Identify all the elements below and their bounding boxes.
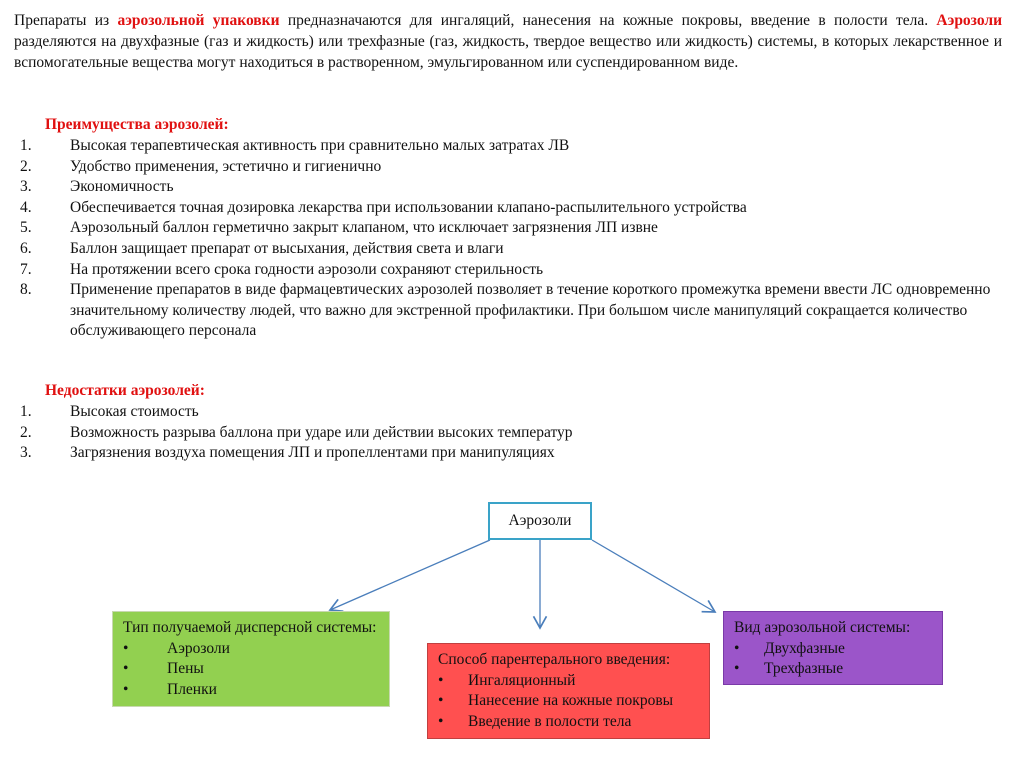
item-number: 5.: [20, 219, 32, 237]
item-number: 1.: [20, 137, 32, 154]
bullet-icon: •: [734, 639, 740, 657]
bullet-item: • Трехфазные: [734, 659, 932, 680]
bullet-item: • Введение в полости тела: [438, 712, 699, 733]
bullet-icon: •: [123, 680, 129, 698]
diagram-root-box: Аэрозоли: [488, 502, 592, 540]
item-number: 2.: [20, 423, 32, 441]
bullet-item: • Пленки: [123, 680, 379, 701]
item-text: Баллон защищает препарат от высыхания, действия света и влаги: [70, 239, 504, 257]
item-number: 6.: [20, 239, 32, 257]
item-number: 3.: [20, 444, 32, 462]
item-number: 3.: [20, 178, 32, 196]
intro-paragraph: Препараты из аэрозольной упаковки предназначаются для ингаляций, нанесения на кожные покровы, введение в полости тела. Аэрозоли разделяются на двухфазные (газ и жидкость) или трехфазные (газ, жидкость, твердое вещество или жидкость) системы, в которых лекарственное и вспомогательные вещества могут находиться в растворенном, эмульгированном или суспендированном виде.: [14, 12, 1002, 71]
item-number: 4.: [20, 198, 32, 216]
bullet-icon: •: [438, 712, 444, 730]
item-text: Удобство применения, эстетично и гигиенично: [70, 157, 382, 175]
bullet-item: • Ингаляционный: [438, 671, 699, 692]
bullet-icon: •: [123, 660, 129, 677]
item-text: Применение препаратов в виде фармацевтических аэрозолей позволяет в течение короткого промежутка времени ввести ЛС одновременно значительному количеству людей, что важно для экстренной профилактики. При большом числе манипуляций сокращается количество обслуживающего персонала: [70, 281, 991, 340]
item-number: 1.: [20, 403, 32, 420]
item-number: 8.: [20, 281, 32, 299]
advantages-heading: Преимущества аэрозолей:: [45, 116, 229, 133]
item-number: 7.: [20, 260, 32, 278]
bullet-item: • Пены: [123, 659, 379, 680]
bullet-item: • Аэрозоли: [123, 639, 379, 660]
administration-method-box: Способ парентерального введения: • Ингаляционный • Нанесение на кожные покровы • Введение в полости тела: [427, 643, 710, 739]
item-text: Аэрозольный баллон герметично закрыт клапаном, что исключает загрязнения ЛП извне: [70, 219, 658, 237]
dispersion-type-box: Тип получаемой дисперсной системы: • Аэрозоли • Пены • Пленки: [112, 611, 390, 707]
bullet-icon: •: [734, 660, 740, 677]
item-text: Обеспечивается точная дозировка лекарства при использовании клапано-распылительного устройства: [70, 198, 747, 216]
bullet-item: • Нанесение на кожные покровы: [438, 691, 699, 712]
highlight-aerosols: Аэрозоли: [936, 12, 1002, 29]
aerosol-system-type-box: Вид аэрозольной системы: • Двухфазные • Трехфазные: [723, 611, 943, 685]
bullet-icon: •: [438, 671, 444, 689]
bullet-item: • Двухфазные: [734, 639, 932, 660]
bullet-icon: •: [438, 692, 444, 709]
item-text: Высокая стоимость: [70, 403, 199, 420]
item-text: Возможность разрыва баллона при ударе или действии высоких температур: [70, 423, 573, 441]
item-text: Экономичность: [70, 178, 174, 196]
item-text: Загрязнения воздуха помещения ЛП и пропеллентами при манипуляциях: [70, 444, 555, 462]
item-text: Высокая терапевтическая активность при сравнительно малых затратах ЛВ: [70, 137, 570, 154]
arrow-to-green: [330, 540, 490, 610]
bullet-icon: •: [123, 639, 129, 657]
item-text: На протяжении всего срока годности аэрозоли сохраняют стерильность: [70, 260, 544, 278]
highlight-aerosol-packaging: аэрозольной упаковки: [117, 12, 280, 29]
disadvantages-heading: Недостатки аэрозолей:: [45, 382, 205, 399]
arrow-to-purple: [592, 540, 715, 612]
item-number: 2.: [20, 157, 32, 175]
